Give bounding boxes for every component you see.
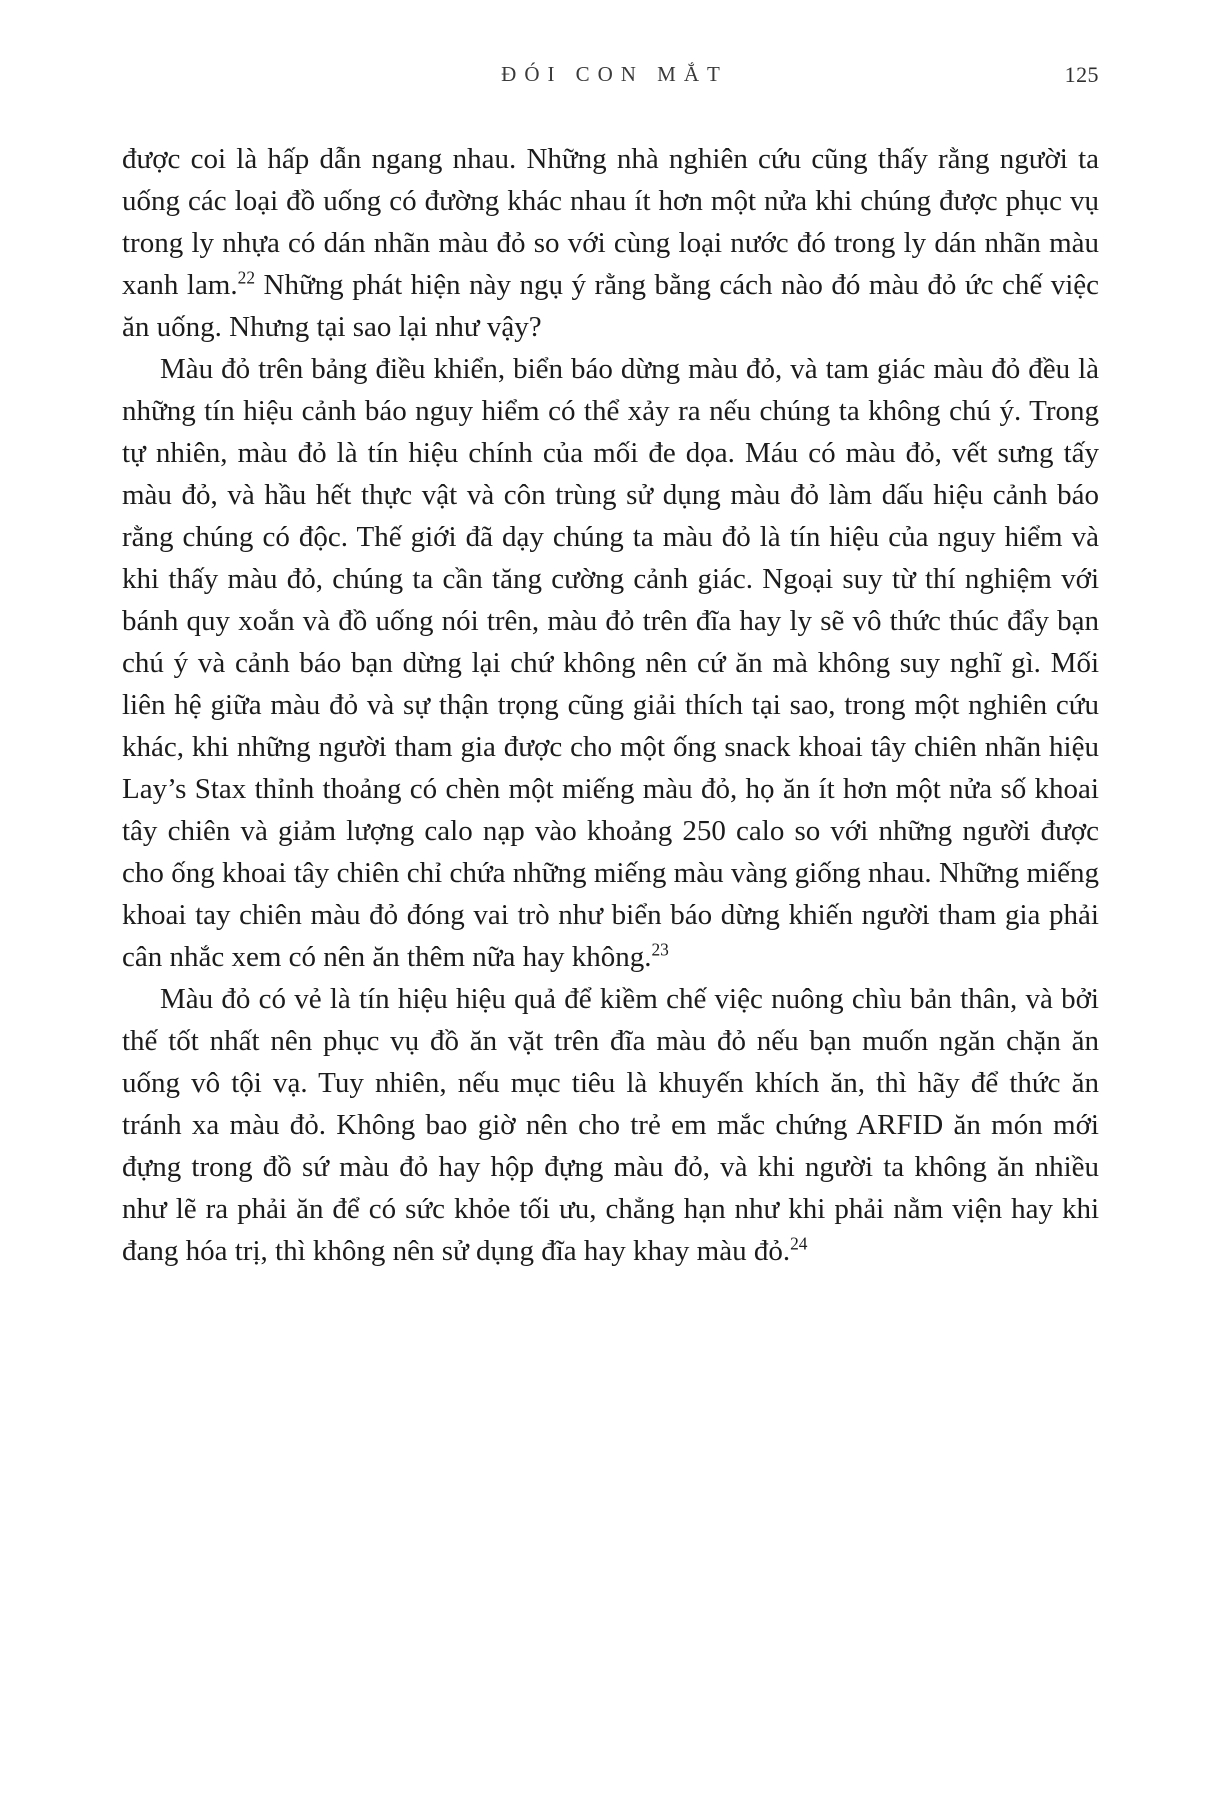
footnote-reference: 23 bbox=[651, 939, 669, 960]
body-text bbox=[122, 138, 1099, 1272]
footnote-reference: 22 bbox=[237, 267, 256, 288]
paragraph: Màu đỏ trên bảng điều khiển, biển báo dừng màu đỏ, và tam giác màu đỏ đều là những tín hiệu cảnh báo nguy hiểm có thể xảy ra nếu chúng ta không chú ý. Trong tự nhiên, màu đỏ là tín hiệu chính của mối đe dọa. Máu có màu đỏ, vết sưng tấy màu đỏ, và hầu hết thực vật và côn trùng sử dụng màu đỏ làm dấu hiệu cảnh báo rằng chúng có độc. Thế giới đã dạy chúng ta màu đỏ là tín hiệu của nguy hiểm và khi thấy màu đỏ, chúng ta cần tăng cường cảnh giác. Ngoại suy từ thí nghiệm với bánh quy xoắn và đồ uống nói trên, màu đỏ trên đĩa hay ly sẽ vô thức thúc đẩy bạn chú ý và cảnh báo bạn dừng lại chứ không nên cứ ăn mà không suy nghĩ gì. Mối liên hệ giữa màu đỏ và sự thận trọng cũng giải thích tại sao, trong một nghiên cứu khác, khi những người tham gia được cho một ống snack khoai tây chiên nhãn hiệu Lay’s Stax thỉnh thoảng có chèn một miếng màu đỏ, họ ăn ít hơn một nửa số khoai tây chiên và giảm lượng calo nạp vào khoảng 250 calo so với những người được cho ống khoai tây chiên chỉ chứa những miếng màu vàng giống nhau. Những miếng khoai tay chiên màu đỏ đóng vai trò như biển báo dừng khiến người tham gia phải cân nhắc xem có nên ăn thêm nữa hay không.$^{23}$ bbox=[122, 353, 1099, 973]
page-number: 125 bbox=[1064, 62, 1099, 87]
paragraph: được coi là hấp dẫn ngang nhau. Những nhà nghiên cứu cũng thấy rằng người ta uống các loại đồ uống có đường khác nhau ít hơn một nửa khi chúng được phục vụ trong ly nhựa có dán nhãn màu đỏ so với cùng loại nước đó trong ly dán nhãn màu xanh lam.$^{22}$ Những phát hiện này ngụ ý rằng bằng cách nào đó màu đỏ ức chế việc ăn uống. Nhưng tại sao lại như vậy? bbox=[122, 143, 1100, 343]
footnote-reference: 24 bbox=[790, 1233, 808, 1254]
running-title: ĐÓI CON MẮT bbox=[501, 62, 728, 86]
paragraph: Màu đỏ có vẻ là tín hiệu hiệu quả để kiềm chế việc nuông chìu bản thân, và bởi thế tốt nhất nên phục vụ đồ ăn vặt trên đĩa màu đỏ nếu bạn muốn ngăn chặn ăn uống vô tội vạ. Tuy nhiên, nếu mục tiêu là khuyến khích ăn, thì hãy để thức ăn tránh xa màu đỏ. Không bao giờ nên cho trẻ em mắc chứng ARFID ăn món mới đựng trong đồ sứ màu đỏ hay hộp đựng màu đỏ, và khi người ta không ăn nhiều như lẽ ra phải ăn để có sức khỏe tối ưu, chẳng hạn như khi phải nằm viện hay khi đang hóa trị, thì không nên sử dụng đĩa hay khay màu đỏ.$^{24}$ bbox=[122, 983, 1099, 1267]
page-header bbox=[122, 62, 1099, 96]
